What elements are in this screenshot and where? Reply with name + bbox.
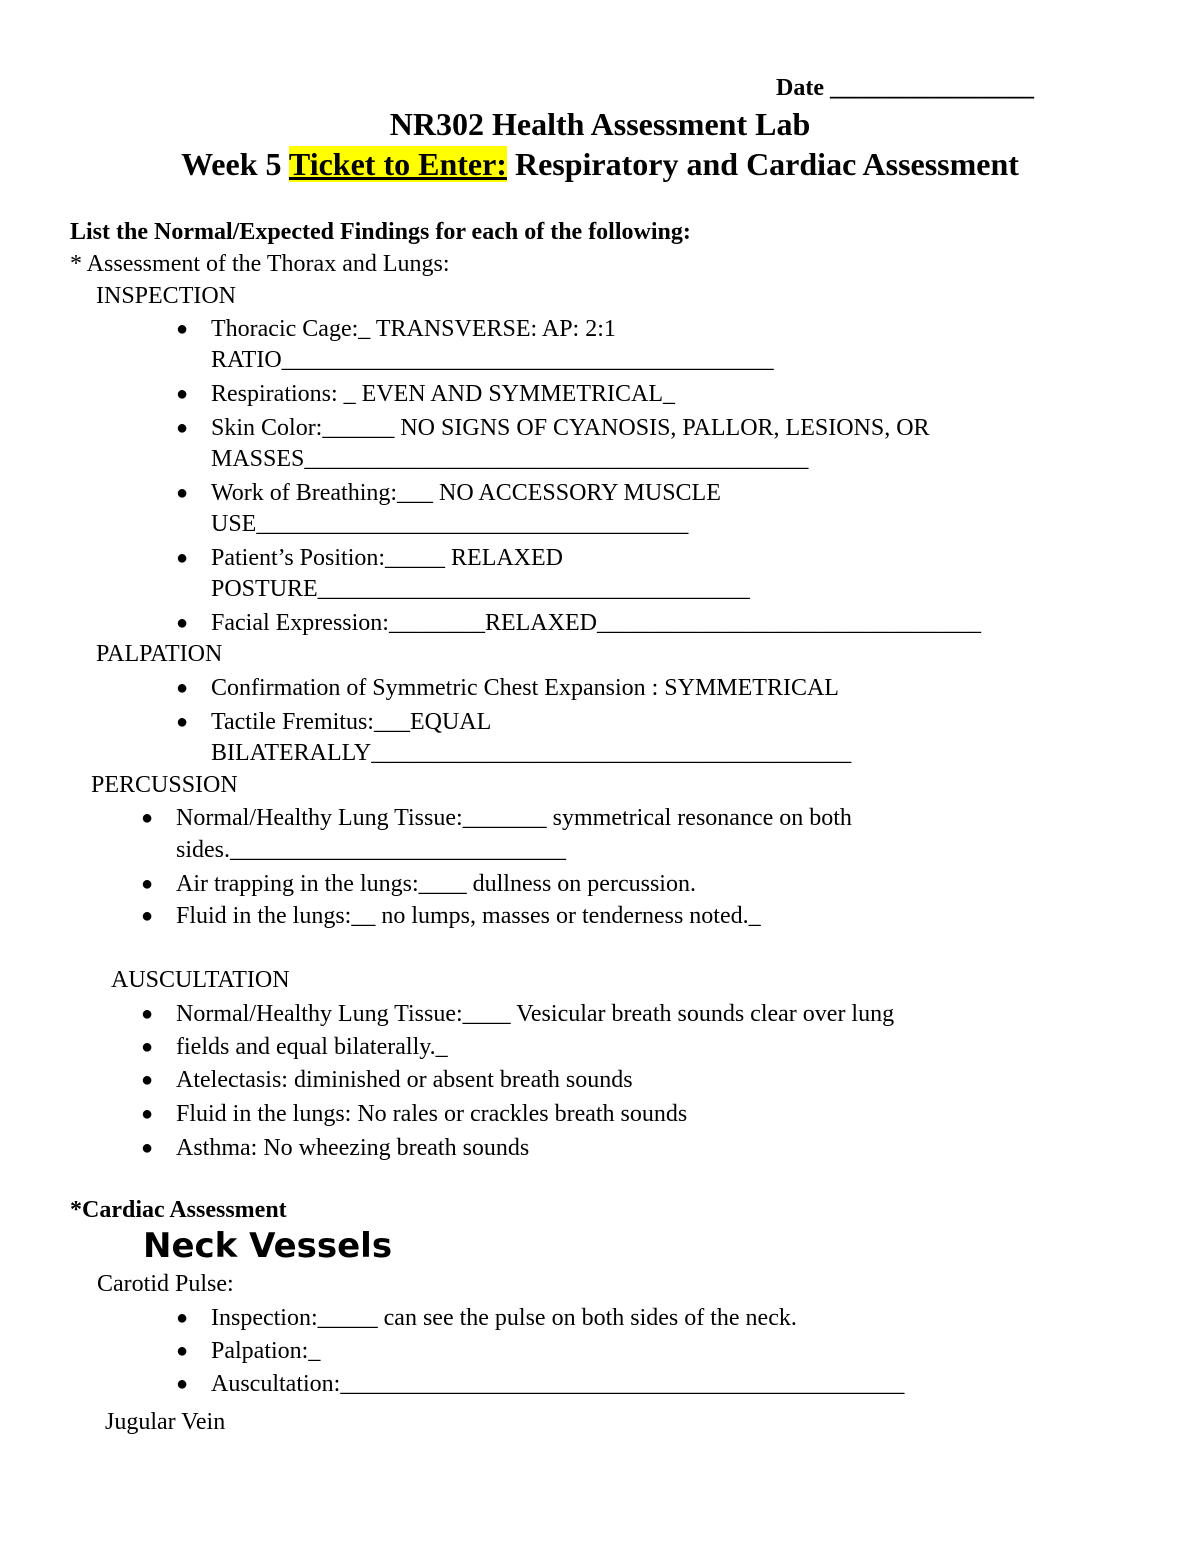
item-text-continued: sides.____________________________	[176, 837, 566, 863]
carotid-pulse-label: Carotid Pulse:	[97, 1271, 234, 1297]
item-text: Normal/Healthy Lung Tissue:_______ symmetrical resonance on both	[176, 805, 852, 831]
bullet-icon: ●	[176, 1307, 189, 1329]
item-text: Patient’s Position:_____ RELAXED	[211, 545, 564, 571]
item-text-continued: USE____________________________________	[211, 511, 689, 537]
item-text: Atelectasis: diminished or absent breath sounds	[176, 1067, 633, 1093]
bullet-icon: ●	[176, 612, 189, 634]
item-text: fields and equal bilaterally._	[176, 1034, 448, 1060]
item-text-continued: MASSES__________________________________________	[211, 446, 809, 472]
percussion-label: PERCUSSION	[91, 772, 238, 798]
bullet-icon: ●	[176, 1373, 189, 1395]
bullet-icon: ●	[141, 807, 154, 829]
bullet-icon: ●	[176, 547, 189, 569]
item-text: Fluid in the lungs: No rales or crackles breath sounds	[176, 1101, 688, 1127]
item-text: Normal/Healthy Lung Tissue:____ Vesicular breath sounds clear over lung	[176, 1001, 895, 1027]
bullet-icon: ●	[141, 1003, 154, 1025]
item-text: Thoracic Cage:_ TRANSVERSE: AP: 2:1	[211, 316, 616, 342]
date-field-label: Date _________________	[776, 75, 1034, 101]
bullet-icon: ●	[176, 417, 189, 439]
instructions-text: List the Normal/Expected Findings for each of the following:	[70, 219, 691, 245]
bullet-icon: ●	[176, 482, 189, 504]
bullet-icon: ●	[141, 1036, 154, 1058]
page-subtitle	[0, 144, 1200, 184]
item-text: Air trapping in the lungs:____ dullness on percussion.	[176, 871, 696, 897]
item-text: Auscultation:_______________________________________________	[211, 1371, 905, 1397]
item-text-continued: RATIO_________________________________________	[211, 347, 774, 373]
item-text: Fluid in the lungs:__ no lumps, masses or tenderness noted._	[176, 903, 761, 929]
item-text: Confirmation of Symmetric Chest Expansion : SYMMETRICAL	[211, 675, 839, 701]
item-text: Work of Breathing:___ NO ACCESSORY MUSCLE	[211, 480, 721, 506]
item-text: Asthma: No wheezing breath sounds	[176, 1135, 530, 1161]
thorax-heading: * Assessment of the Thorax and Lungs:	[70, 251, 450, 277]
page-title: NR302 Health Assessment Lab	[389, 106, 811, 142]
item-text: Palpation:_	[211, 1338, 321, 1364]
cardiac-heading: *Cardiac Assessment	[70, 1197, 287, 1223]
bullet-icon: ●	[176, 383, 189, 405]
item-text: Respirations: _ EVEN AND SYMMETRICAL_	[211, 381, 675, 407]
item-text: Skin Color:______ NO SIGNS OF CYANOSIS, PALLOR, LESIONS, OR	[211, 415, 930, 441]
item-text-continued: BILATERALLY________________________________________	[211, 740, 852, 766]
bullet-icon: ●	[176, 711, 189, 733]
item-text: Tactile Fremitus:___EQUAL	[211, 709, 492, 735]
bullet-icon: ●	[141, 873, 154, 895]
neck-vessels-heading: Neck Vessels	[143, 1226, 393, 1266]
item-text: Facial Expression:________RELAXED________________________________	[211, 610, 981, 636]
item-text: Inspection:_____ can see the pulse on both sides of the neck.	[211, 1305, 797, 1331]
subtitle-ticket-highlight: Ticket to Enter:	[288, 146, 507, 182]
auscultation-label: AUSCULTATION	[111, 967, 290, 993]
bullet-icon: ●	[176, 677, 189, 699]
jugular-vein-label: Jugular Vein	[105, 1409, 226, 1435]
bullet-icon: ●	[141, 905, 154, 927]
bullet-icon: ●	[176, 318, 189, 340]
bullet-icon: ●	[141, 1103, 154, 1125]
subtitle-topic: Respiratory and Cardiac Assessment	[506, 146, 1019, 182]
item-text-continued: POSTURE____________________________________	[211, 576, 750, 602]
subtitle-week: Week 5	[181, 146, 289, 182]
inspection-label: INSPECTION	[96, 283, 237, 309]
bullet-icon: ●	[141, 1137, 154, 1159]
palpation-label: PALPATION	[96, 641, 223, 667]
bullet-icon: ●	[141, 1069, 154, 1091]
bullet-icon: ●	[176, 1340, 189, 1362]
